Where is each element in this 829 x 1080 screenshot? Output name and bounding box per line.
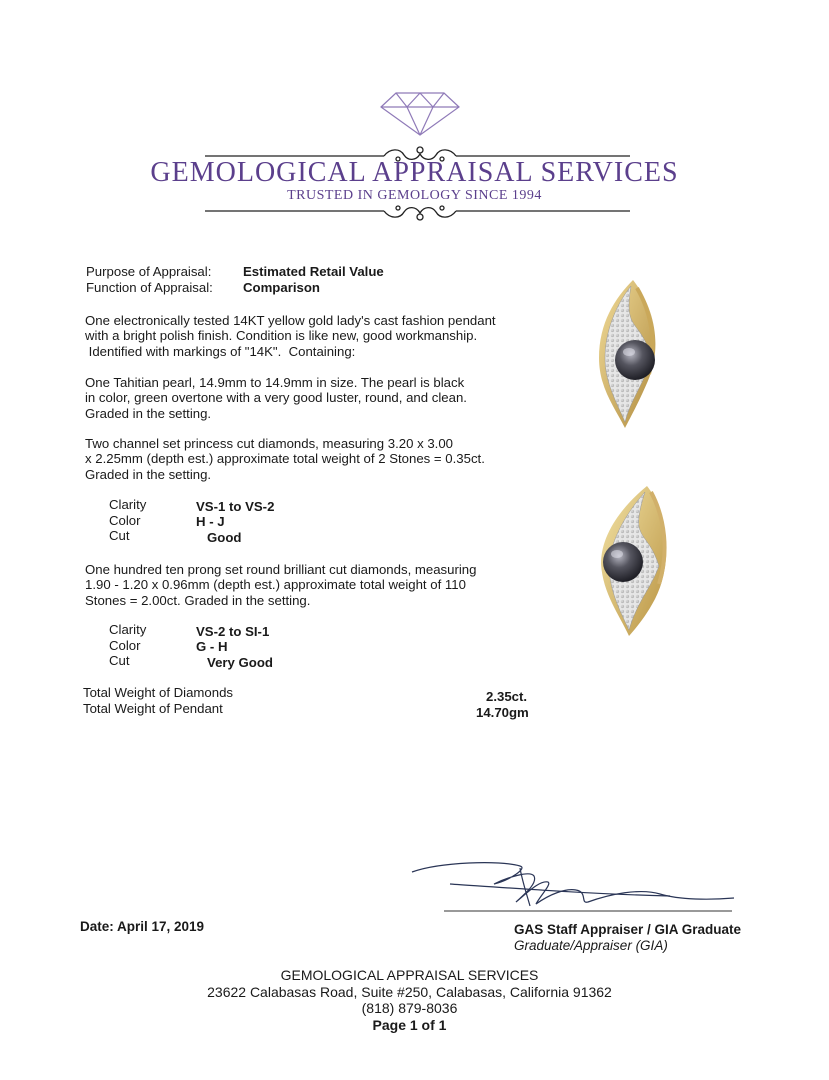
pearl-line: Graded in the setting.	[85, 405, 212, 421]
total-diamonds-label: Total Weight of Diamonds	[83, 685, 234, 700]
total-diamonds-value: 2.35ct.	[486, 689, 528, 704]
pendant-description	[85, 313, 525, 359]
channel-cut-value: Good	[207, 530, 242, 545]
channel-line: x 2.25mm (depth est.) approximate total weight of 2 Stones = 0.35ct.	[85, 451, 485, 467]
brand-name: GEMOLOGICAL APPRAISAL SERVICES	[150, 157, 679, 188]
letterhead-logo	[0, 0, 829, 240]
round-line: One hundred ten prong set round brilliant cut diamonds, measuring	[85, 562, 477, 577]
round-line: 1.90 - 1.20 x 0.96mm (depth est.) approximate total weight of 110	[85, 577, 466, 593]
purpose-value: Estimated Retail Value	[243, 264, 384, 279]
channel-cut-label: Cut	[109, 528, 130, 543]
channel-color-label: Color	[109, 513, 141, 528]
round-clarity-value: VS-2 to SI-1	[196, 624, 270, 639]
description-line: with a bright polish finish. Condition is like new, good workmanship.	[85, 328, 478, 344]
appraisal-date: Date: April 17, 2019	[80, 919, 205, 934]
brand-tagline: TRUSTED IN GEMOLOGY SINCE 1994	[287, 188, 542, 203]
pearl-line: One Tahitian pearl, 14.9mm to 14.9mm in size. The pearl is black	[85, 375, 465, 390]
description-line: Identified with markings of "14K". Containing:	[85, 343, 356, 359]
channel-clarity-label: Clarity	[109, 497, 147, 512]
pendant-photo-front	[585, 278, 685, 433]
round-line: Stones = 2.00ct. Graded in the setting.	[85, 592, 311, 608]
footer-company: GEMOLOGICAL APPRAISAL SERVICES	[280, 967, 539, 983]
channel-diamonds-description	[85, 436, 525, 482]
round-cut-label: Cut	[109, 653, 130, 668]
round-clarity-label: Clarity	[109, 622, 147, 637]
footer-address: 23622 Calabasas Road, Suite #250, Calabasas, California 91362	[207, 984, 612, 1000]
channel-color-value: H - J	[196, 514, 225, 529]
appraiser-title: GAS Staff Appraiser / GIA Graduate	[514, 922, 742, 937]
purpose-label: Purpose of Appraisal:	[86, 264, 212, 279]
pearl-description	[85, 375, 525, 421]
footer-page-number: Page 1 of 1	[372, 1017, 447, 1033]
channel-line: Two channel set princess cut diamonds, measuring 3.20 x 3.00	[85, 436, 453, 451]
footer-phone: (818) 879-8036	[361, 1000, 458, 1016]
pendant-photo-angled	[585, 484, 685, 639]
diamond-icon	[381, 93, 459, 135]
round-diamonds-description	[85, 562, 525, 608]
appraiser-signature	[410, 858, 740, 918]
total-pendant-value: 14.70gm	[476, 705, 529, 720]
function-label: Function of Appraisal:	[86, 280, 213, 295]
round-cut-value: Very Good	[207, 655, 273, 670]
appraiser-credential: Graduate/Appraiser (GIA)	[514, 938, 668, 953]
bottom-rule-ornament	[205, 206, 630, 220]
description-line: One electronically tested 14KT yellow gold lady's cast fashion pendant	[85, 313, 496, 328]
logo-graphic	[0, 0, 829, 240]
channel-line: Graded in the setting.	[85, 466, 212, 482]
round-color-label: Color	[109, 638, 141, 653]
round-color-value: G - H	[196, 639, 228, 654]
total-pendant-label: Total Weight of Pendant	[83, 701, 223, 716]
function-value: Comparison	[243, 280, 320, 295]
pearl-line: in color, green overtone with a very good luster, round, and clean.	[85, 390, 467, 406]
channel-clarity-value: VS-1 to VS-2	[196, 499, 275, 514]
